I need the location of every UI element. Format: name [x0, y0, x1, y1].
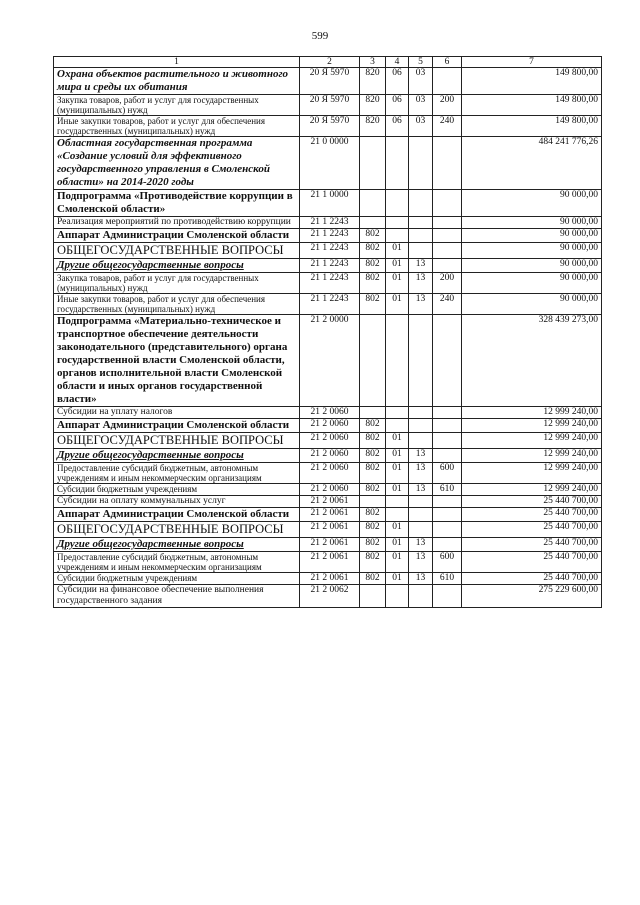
amount-cell: 12 999 240,00 — [462, 407, 602, 419]
row-name-cell: ОБЩЕГОСУДАРСТВЕННЫЕ ВОПРОСЫ — [54, 243, 300, 259]
target-code-cell: 20 Я 5970 — [300, 95, 360, 116]
department-code-cell: 802 — [360, 243, 386, 259]
target-code-cell: 21 2 0060 — [300, 419, 360, 433]
subsection-code-cell — [409, 522, 433, 538]
subsection-code-cell — [409, 190, 433, 217]
target-code-cell: 21 2 0060 — [300, 484, 360, 496]
target-code-cell: 21 1 2243 — [300, 294, 360, 315]
amount-cell: 25 440 700,00 — [462, 522, 602, 538]
header-cell: 6 — [433, 57, 462, 68]
row-name-cell: Аппарат Администрации Смоленской области — [54, 508, 300, 522]
subsection-code-cell: 03 — [409, 95, 433, 116]
section-code-cell: 01 — [386, 463, 409, 484]
amount-cell: 12 999 240,00 — [462, 463, 602, 484]
subsection-code-cell — [409, 419, 433, 433]
target-code-cell: 21 2 0062 — [300, 585, 360, 608]
expense-type-code-cell: 610 — [433, 484, 462, 496]
section-code-cell — [386, 229, 409, 243]
table-row — [54, 95, 602, 116]
expense-type-code-cell — [433, 496, 462, 508]
target-code-cell: 21 2 0060 — [300, 449, 360, 463]
row-name-cell: Субсидии на оплату коммунальных услуг — [54, 496, 300, 508]
subsection-code-cell — [409, 137, 433, 190]
table-row — [54, 573, 602, 585]
amount-cell: 12 999 240,00 — [462, 419, 602, 433]
amount-cell: 25 440 700,00 — [462, 538, 602, 552]
row-name-cell: Областная государственная программа «Создание условий для эффективного государственного управления в Смоленской области» на 2014-2020 годы — [54, 137, 300, 190]
table-row — [54, 273, 602, 294]
amount-cell: 90 000,00 — [462, 243, 602, 259]
expense-type-code-cell — [433, 538, 462, 552]
amount-cell: 90 000,00 — [462, 229, 602, 243]
section-code-cell — [386, 137, 409, 190]
section-code-cell — [386, 496, 409, 508]
amount-cell: 25 440 700,00 — [462, 496, 602, 508]
expense-type-code-cell — [433, 190, 462, 217]
department-code-cell: 802 — [360, 573, 386, 585]
table-row — [54, 433, 602, 449]
subsection-code-cell: 03 — [409, 116, 433, 137]
department-code-cell: 802 — [360, 419, 386, 433]
row-name-cell: Иные закупки товаров, работ и услуг для обеспечения государственных (муниципальных) нужд — [54, 116, 300, 137]
subsection-code-cell: 13 — [409, 552, 433, 573]
row-name-cell: Субсидии на финансовое обеспечение выполнения государственного задания — [54, 585, 300, 608]
subsection-code-cell: 13 — [409, 463, 433, 484]
department-code-cell: 802 — [360, 433, 386, 449]
section-code-cell: 01 — [386, 273, 409, 294]
expense-type-code-cell — [433, 585, 462, 608]
target-code-cell: 21 1 2243 — [300, 229, 360, 243]
table-row — [54, 217, 602, 229]
row-name-cell: Другие общегосударственные вопросы — [54, 538, 300, 552]
department-code-cell — [360, 407, 386, 419]
department-code-cell — [360, 137, 386, 190]
section-code-cell — [386, 585, 409, 608]
table-row — [54, 243, 602, 259]
row-name-cell: ОБЩЕГОСУДАРСТВЕННЫЕ ВОПРОСЫ — [54, 433, 300, 449]
section-code-cell — [386, 419, 409, 433]
target-code-cell: 21 0 0000 — [300, 137, 360, 190]
subsection-code-cell — [409, 217, 433, 229]
department-code-cell: 802 — [360, 229, 386, 243]
amount-cell: 25 440 700,00 — [462, 552, 602, 573]
table-row — [54, 484, 602, 496]
table-row — [54, 190, 602, 217]
amount-cell: 90 000,00 — [462, 190, 602, 217]
table-row — [54, 229, 602, 243]
subsection-code-cell — [409, 585, 433, 608]
expense-type-code-cell: 600 — [433, 463, 462, 484]
department-code-cell: 802 — [360, 508, 386, 522]
amount-cell: 90 000,00 — [462, 259, 602, 273]
department-code-cell: 802 — [360, 538, 386, 552]
section-code-cell: 01 — [386, 294, 409, 315]
subsection-code-cell — [409, 315, 433, 407]
table-row — [54, 522, 602, 538]
expense-type-code-cell: 600 — [433, 552, 462, 573]
table-row — [54, 585, 602, 608]
expense-type-code-cell: 200 — [433, 273, 462, 294]
expense-type-code-cell — [433, 315, 462, 407]
amount-cell: 275 229 600,00 — [462, 585, 602, 608]
department-code-cell: 802 — [360, 294, 386, 315]
section-code-cell: 01 — [386, 259, 409, 273]
table-row — [54, 407, 602, 419]
expense-type-code-cell — [433, 229, 462, 243]
section-code-cell: 01 — [386, 433, 409, 449]
section-code-cell — [386, 315, 409, 407]
row-name-cell: Реализация мероприятий по противодействию коррупции — [54, 217, 300, 229]
subsection-code-cell — [409, 229, 433, 243]
subsection-code-cell — [409, 496, 433, 508]
section-code-cell: 01 — [386, 484, 409, 496]
subsection-code-cell: 03 — [409, 68, 433, 95]
row-name-cell: Подпрограмма «Противодействие коррупции в Смоленской области» — [54, 190, 300, 217]
row-name-cell: Предоставление субсидий бюджетным, автономным учреждениям и иным некоммерческим организациям — [54, 463, 300, 484]
target-code-cell: 21 2 0000 — [300, 315, 360, 407]
subsection-code-cell — [409, 243, 433, 259]
expense-type-code-cell — [433, 433, 462, 449]
expense-type-code-cell — [433, 217, 462, 229]
amount-cell: 12 999 240,00 — [462, 484, 602, 496]
target-code-cell: 21 2 0061 — [300, 508, 360, 522]
row-name-cell: Закупка товаров, работ и услуг для государственных (муниципальных) нужд — [54, 95, 300, 116]
header-cell: 3 — [360, 57, 386, 68]
row-name-cell: Иные закупки товаров, работ и услуг для обеспечения государственных (муниципальных) нужд — [54, 294, 300, 315]
row-name-cell: Предоставление субсидий бюджетным, автономным учреждениям и иным некоммерческим организациям — [54, 552, 300, 573]
subsection-code-cell: 13 — [409, 538, 433, 552]
target-code-cell: 20 Я 5970 — [300, 116, 360, 137]
amount-cell: 149 800,00 — [462, 68, 602, 95]
amount-cell: 12 999 240,00 — [462, 449, 602, 463]
subsection-code-cell: 13 — [409, 294, 433, 315]
expense-type-code-cell — [433, 137, 462, 190]
amount-cell: 484 241 776,26 — [462, 137, 602, 190]
expense-type-code-cell — [433, 419, 462, 433]
budget-table — [53, 56, 602, 608]
expense-type-code-cell: 200 — [433, 95, 462, 116]
subsection-code-cell: 13 — [409, 259, 433, 273]
header-cell: 1 — [54, 57, 300, 68]
subsection-code-cell: 13 — [409, 573, 433, 585]
department-code-cell: 802 — [360, 259, 386, 273]
department-code-cell — [360, 190, 386, 217]
amount-cell: 90 000,00 — [462, 294, 602, 315]
expense-type-code-cell — [433, 449, 462, 463]
amount-cell: 149 800,00 — [462, 116, 602, 137]
section-code-cell: 01 — [386, 552, 409, 573]
target-code-cell: 21 1 0000 — [300, 190, 360, 217]
amount-cell: 328 439 273,00 — [462, 315, 602, 407]
subsection-code-cell — [409, 508, 433, 522]
table-row — [54, 538, 602, 552]
table-row — [54, 68, 602, 95]
department-code-cell — [360, 315, 386, 407]
expense-type-code-cell — [433, 243, 462, 259]
target-code-cell: 21 1 2243 — [300, 273, 360, 294]
row-name-cell: Субсидии бюджетным учреждениям — [54, 484, 300, 496]
expense-type-code-cell — [433, 68, 462, 95]
target-code-cell: 21 2 0060 — [300, 407, 360, 419]
table-row — [54, 449, 602, 463]
table-row — [54, 116, 602, 137]
row-name-cell: Аппарат Администрации Смоленской области — [54, 419, 300, 433]
department-code-cell — [360, 496, 386, 508]
header-row — [54, 57, 602, 68]
amount-cell: 25 440 700,00 — [462, 573, 602, 585]
table-row — [54, 496, 602, 508]
department-code-cell: 802 — [360, 463, 386, 484]
section-code-cell — [386, 217, 409, 229]
section-code-cell — [386, 407, 409, 419]
target-code-cell: 21 1 2243 — [300, 259, 360, 273]
section-code-cell: 01 — [386, 573, 409, 585]
expense-type-code-cell: 610 — [433, 573, 462, 585]
subsection-code-cell — [409, 433, 433, 449]
expense-type-code-cell — [433, 259, 462, 273]
header-cell: 7 — [462, 57, 602, 68]
subsection-code-cell: 13 — [409, 449, 433, 463]
department-code-cell: 820 — [360, 116, 386, 137]
expense-type-code-cell — [433, 407, 462, 419]
amount-cell: 90 000,00 — [462, 273, 602, 294]
row-name-cell: Другие общегосударственные вопросы — [54, 449, 300, 463]
header-cell: 4 — [386, 57, 409, 68]
table-row — [54, 294, 602, 315]
section-code-cell: 06 — [386, 116, 409, 137]
amount-cell: 149 800,00 — [462, 95, 602, 116]
department-code-cell — [360, 217, 386, 229]
table-row — [54, 315, 602, 407]
table-row — [54, 552, 602, 573]
section-code-cell: 01 — [386, 243, 409, 259]
expense-type-code-cell: 240 — [433, 294, 462, 315]
section-code-cell: 01 — [386, 522, 409, 538]
department-code-cell: 820 — [360, 68, 386, 95]
expense-type-code-cell: 240 — [433, 116, 462, 137]
header-cell: 5 — [409, 57, 433, 68]
row-name-cell: Аппарат Администрации Смоленской области — [54, 229, 300, 243]
department-code-cell: 802 — [360, 273, 386, 294]
table-row — [54, 463, 602, 484]
department-code-cell — [360, 585, 386, 608]
target-code-cell: 21 2 0061 — [300, 538, 360, 552]
amount-cell: 12 999 240,00 — [462, 433, 602, 449]
target-code-cell: 21 2 0061 — [300, 552, 360, 573]
row-name-cell: Закупка товаров, работ и услуг для государственных (муниципальных) нужд — [54, 273, 300, 294]
target-code-cell: 21 1 2243 — [300, 243, 360, 259]
target-code-cell: 21 2 0061 — [300, 496, 360, 508]
section-code-cell: 01 — [386, 538, 409, 552]
department-code-cell: 820 — [360, 95, 386, 116]
department-code-cell: 802 — [360, 552, 386, 573]
page-number: 599 — [311, 30, 329, 42]
row-name-cell: Другие общегосударственные вопросы — [54, 259, 300, 273]
expense-type-code-cell — [433, 522, 462, 538]
amount-cell: 25 440 700,00 — [462, 508, 602, 522]
table-row — [54, 137, 602, 190]
expense-type-code-cell — [433, 508, 462, 522]
amount-cell: 90 000,00 — [462, 217, 602, 229]
section-code-cell: 06 — [386, 95, 409, 116]
subsection-code-cell — [409, 407, 433, 419]
target-code-cell: 21 2 0060 — [300, 463, 360, 484]
section-code-cell — [386, 508, 409, 522]
table-row — [54, 508, 602, 522]
department-code-cell: 802 — [360, 522, 386, 538]
target-code-cell: 21 2 0061 — [300, 522, 360, 538]
target-code-cell: 20 Я 5970 — [300, 68, 360, 95]
row-name-cell: Субсидии на уплату налогов — [54, 407, 300, 419]
target-code-cell: 21 1 2243 — [300, 217, 360, 229]
department-code-cell: 802 — [360, 449, 386, 463]
row-name-cell: ОБЩЕГОСУДАРСТВЕННЫЕ ВОПРОСЫ — [54, 522, 300, 538]
target-code-cell: 21 2 0061 — [300, 573, 360, 585]
table-row — [54, 419, 602, 433]
department-code-cell: 802 — [360, 484, 386, 496]
subsection-code-cell: 13 — [409, 273, 433, 294]
section-code-cell: 06 — [386, 68, 409, 95]
row-name-cell: Подпрограмма «Материально-техническое и транспортное обеспечение деятельности законодательного (представительного) органа государственной власти Смоленской области, органов исполнительной власти Смоленской области и иных органов государственной власти» — [54, 315, 300, 407]
section-code-cell: 01 — [386, 449, 409, 463]
row-name-cell: Охрана объектов растительного и животного мира и среды их обитания — [54, 68, 300, 95]
header-cell: 2 — [300, 57, 360, 68]
subsection-code-cell: 13 — [409, 484, 433, 496]
table-row — [54, 259, 602, 273]
section-code-cell — [386, 190, 409, 217]
target-code-cell: 21 2 0060 — [300, 433, 360, 449]
row-name-cell: Субсидии бюджетным учреждениям — [54, 573, 300, 585]
